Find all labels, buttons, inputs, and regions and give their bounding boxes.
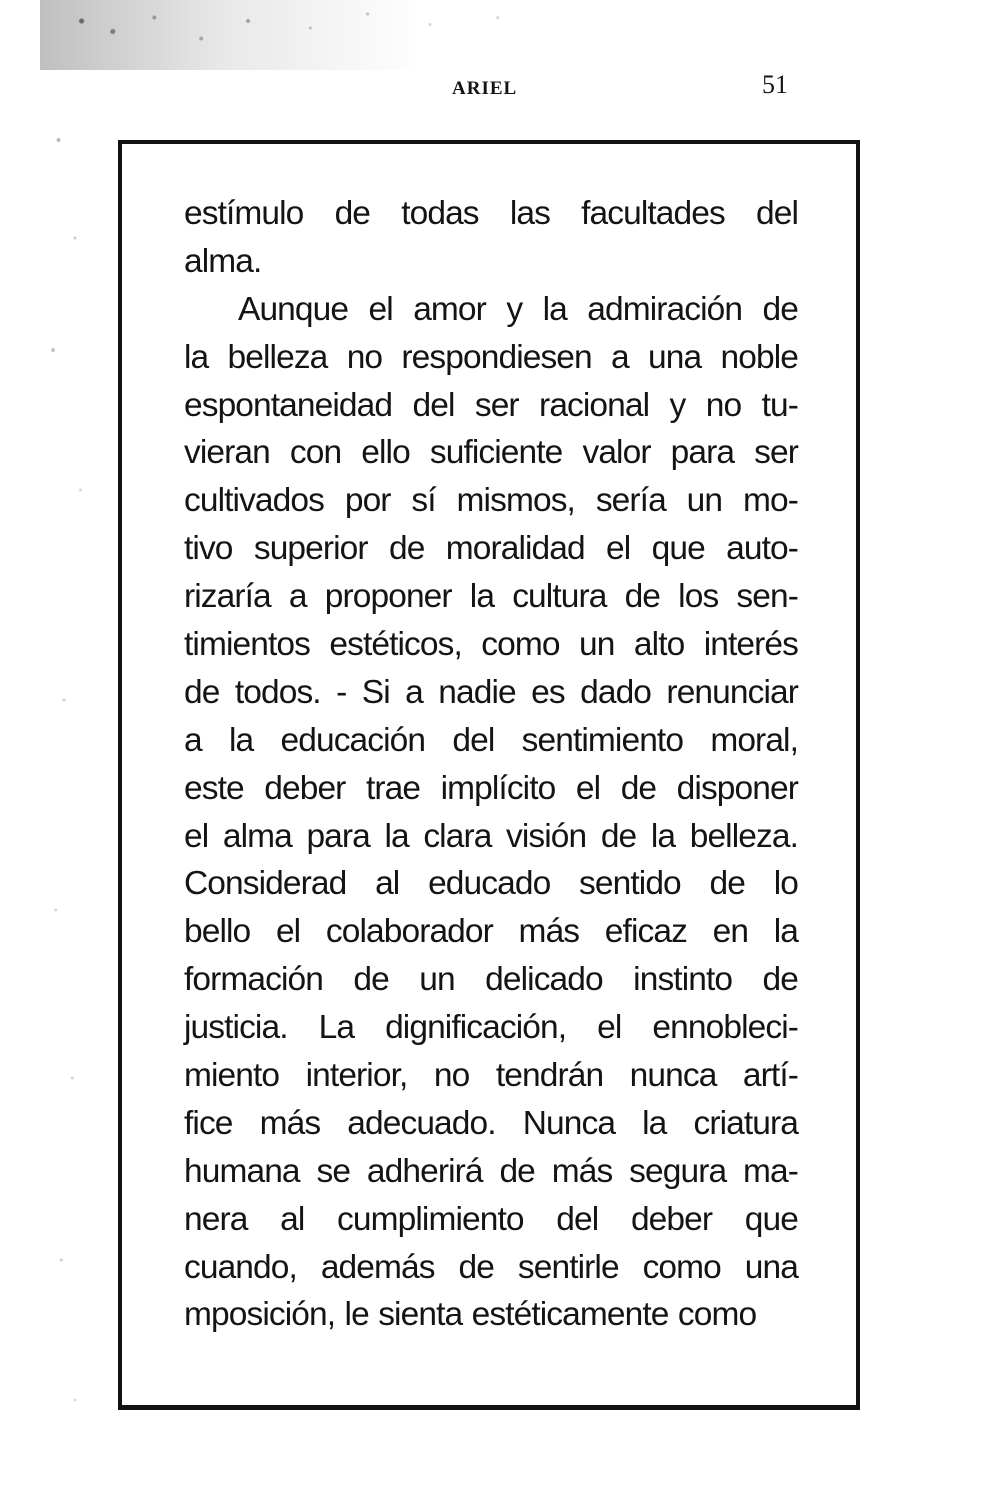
text-line: mposición, le sienta estéticamente como [184, 1296, 757, 1334]
running-head [0, 68, 1000, 104]
text-line: cuando, además de sentirle como una [184, 1248, 798, 1286]
body-text [184, 190, 798, 1339]
text-line: humana se adherirá de más segura ma- [184, 1152, 798, 1190]
text-line: rizaría a proponer la cultura de los sen- [184, 578, 798, 616]
text-line: miento interior, no tendrán nunca artí- [184, 1057, 798, 1095]
text-line: estímulo de todas las facultades del [184, 195, 798, 232]
text-line: timientos estéticos, como un alto interés [184, 626, 798, 664]
text-line: formación de un delicado instinto de [184, 961, 798, 999]
text-line: alma. [184, 242, 262, 280]
scan-noise-top [40, 0, 560, 70]
text-line: a la educación del sentimiento moral, [184, 721, 798, 759]
text-line: justicia. La dignificación, el ennobleci- [184, 1009, 798, 1047]
text-line: fice más adecuado. Nunca la criatura [184, 1104, 798, 1142]
text-line: vieran con ello suficiente valor para ser [184, 434, 798, 472]
text-line: bello el colaborador más eficaz en la [184, 913, 798, 951]
text-line: este deber trae implícito el de disponer [184, 769, 798, 807]
running-head-title: ARIEL [452, 78, 518, 99]
text-line: cultivados por sí mismos, sería un mo- [184, 482, 798, 520]
text-line: el alma para la clara visión de la belleza. [184, 817, 798, 855]
text-line: nera al cumplimiento del deber que [184, 1200, 798, 1238]
text-line: espontaneidad del ser racional y no tu- [184, 386, 798, 424]
text-line: la belleza no respondiesen a una noble [184, 338, 798, 376]
page-number: 51 [762, 70, 788, 99]
text-line: Considerad al educado sentido de lo [184, 865, 798, 903]
paragraph-first-line: Aunque el amor y la admiración de [238, 290, 798, 328]
scan-noise-left [42, 70, 97, 1470]
text-line: de todos. - Si a nadie es dado renunciar [184, 673, 798, 711]
text-line: tivo superior de moralidad el que auto- [184, 530, 798, 568]
